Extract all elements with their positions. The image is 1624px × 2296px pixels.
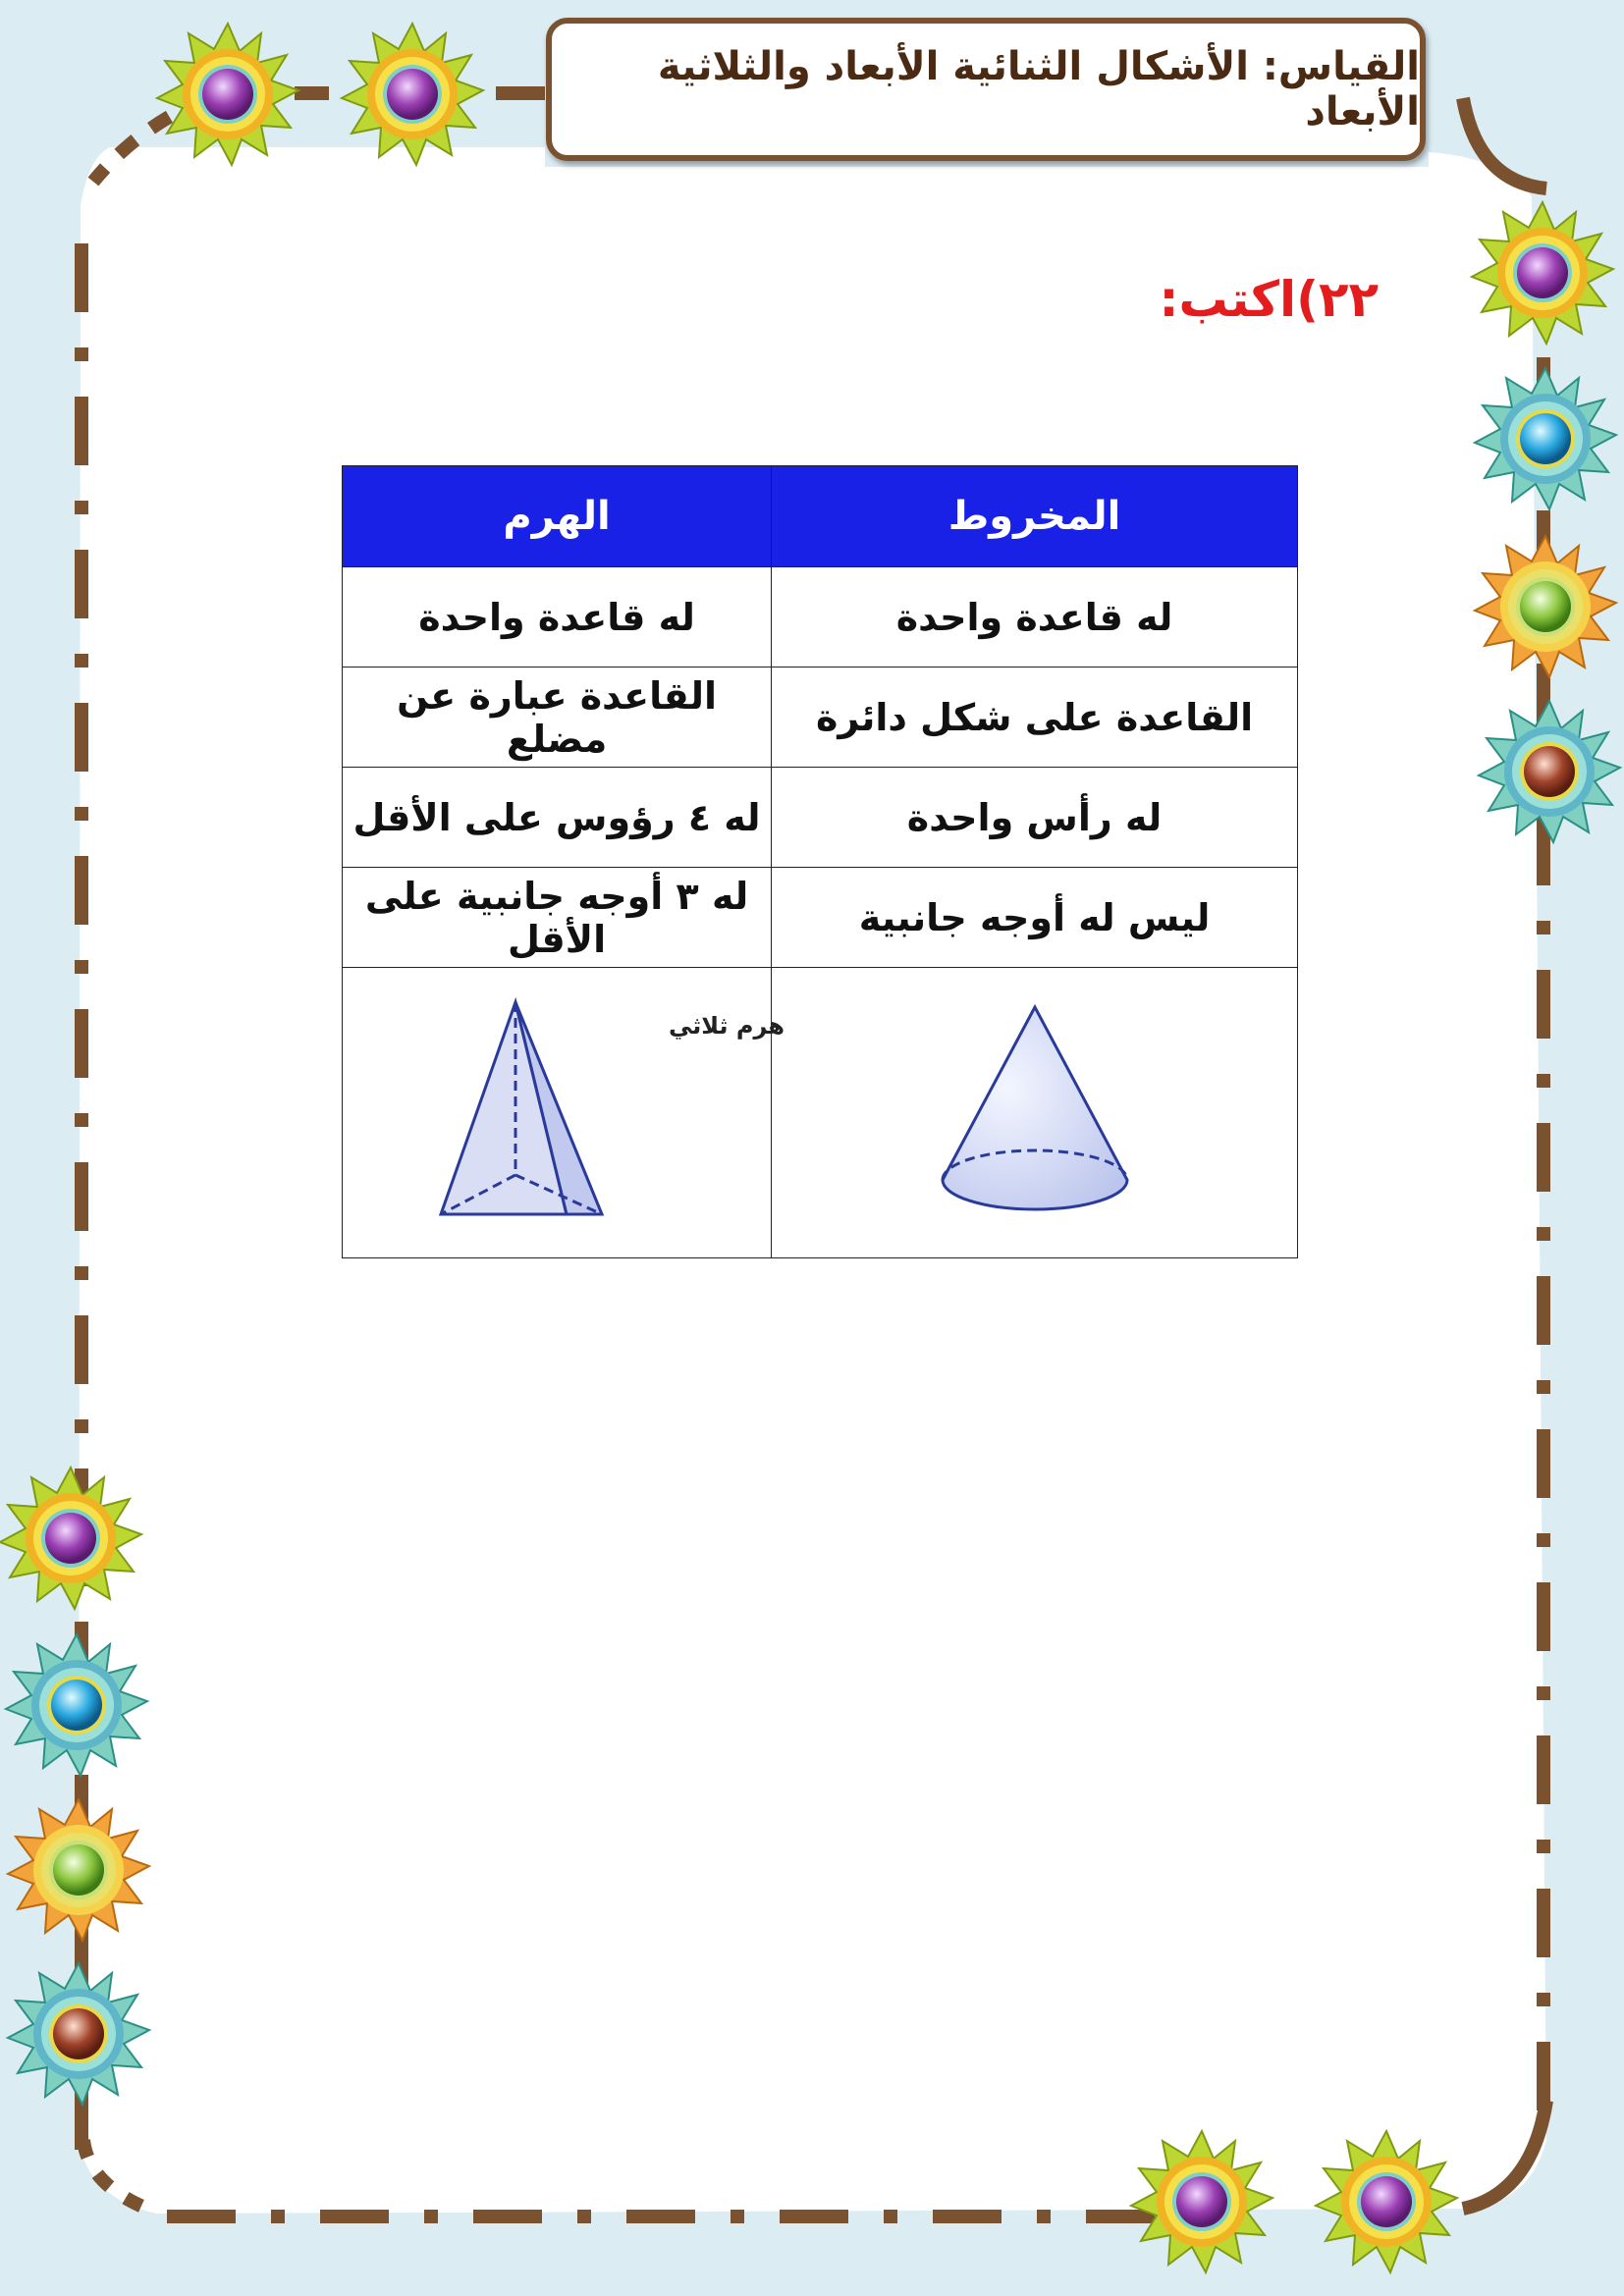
pyramid-figure-label: هرم ثلاثي bbox=[669, 1012, 785, 1040]
page-title: القياس: الأشكال الثنائية الأبعاد والثلاثية الأبعاد bbox=[657, 44, 1420, 134]
table-row bbox=[343, 768, 1298, 868]
header-banner bbox=[546, 18, 1426, 161]
table-row bbox=[343, 667, 1298, 768]
table-row bbox=[343, 868, 1298, 968]
column-header-cone: المخروط bbox=[772, 466, 1298, 567]
table-row bbox=[343, 567, 1298, 667]
column-header-pyramid: الهرم bbox=[343, 466, 772, 567]
table-cell: له ٣ أوجه جانبية على الأقل bbox=[343, 868, 772, 968]
table-figure-row bbox=[343, 968, 1298, 1258]
table-cell: القاعدة عبارة عن مضلع bbox=[343, 667, 772, 768]
table-cell: له رأس واحدة bbox=[772, 768, 1298, 868]
pyramid-figure-cell bbox=[343, 968, 785, 1258]
table-cell: القاعدة على شكل دائرة bbox=[772, 667, 1298, 768]
pyramid-figure-icon bbox=[409, 990, 785, 1226]
table-cell: له ٤ رؤوس على الأقل bbox=[343, 768, 772, 868]
table-cell: ليس له أوجه جانبية bbox=[772, 868, 1298, 968]
table-header-row bbox=[343, 466, 1298, 567]
cone-figure-icon bbox=[927, 995, 1143, 1221]
cone-figure-cell bbox=[772, 968, 1298, 1258]
table-cell: له قاعدة واحدة bbox=[343, 567, 772, 667]
question-label: ٢٢)اكتب: bbox=[1159, 271, 1379, 328]
table-cell: له قاعدة واحدة bbox=[772, 567, 1298, 667]
comparison-table bbox=[342, 465, 1298, 1258]
